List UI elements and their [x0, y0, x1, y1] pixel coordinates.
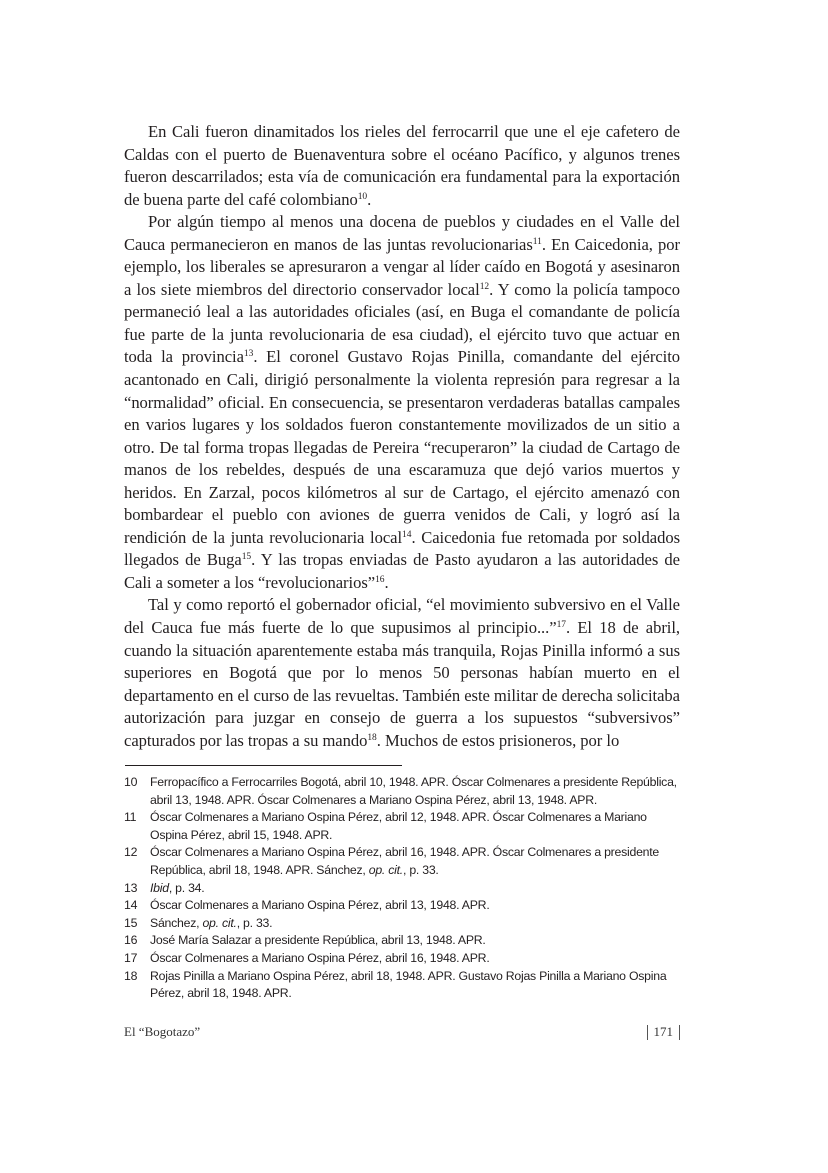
- text-run: Ferropacífico a Ferrocarriles Bogotá, abril 10, 1948. APR. Óscar Colmenares a presidente República, abril 13, 1948. APR. Óscar Colmenares a Mariano Ospina Pérez, abril 13, 1948. APR.: [150, 775, 677, 807]
- footnote-number: 11: [124, 810, 137, 825]
- footnote-text: [150, 880, 680, 898]
- text-run: Tal y como reportó el gobernador oficial, “el movimiento subversivo en el Valle del Cauca fue más fuerte de lo que supusimos al principio...”: [124, 595, 680, 638]
- footnote-number: 14: [124, 898, 138, 913]
- text-run: , p. 33.: [402, 862, 439, 877]
- footnote-text: [150, 968, 680, 1003]
- text-run: , p. 33.: [236, 915, 273, 930]
- footnote-reference[interactable]: 18: [367, 732, 377, 743]
- paragraph: [124, 121, 680, 211]
- footnote-item: [124, 950, 680, 968]
- text-run: José María Salazar a presidente República, abril 13, 1948. APR.: [150, 933, 486, 948]
- footnote-text: [150, 809, 680, 844]
- footnote-item: [124, 897, 680, 915]
- footnote-item: [124, 968, 680, 1003]
- footnote-reference[interactable]: 15: [241, 552, 252, 563]
- footnote-number: 12: [124, 845, 138, 860]
- footnote-text: [150, 932, 680, 950]
- italic-text: op. cit.: [368, 862, 403, 877]
- footnote-number: 13: [124, 880, 138, 895]
- text-run: . Muchos de estos prisioneros, por lo: [376, 730, 620, 750]
- footnote-item: [124, 844, 680, 879]
- footnote-item: [124, 809, 680, 844]
- running-title: El “Bogotazo”: [124, 1024, 201, 1039]
- page-footer: [124, 1024, 680, 1040]
- page-number-bar-left: [647, 1025, 648, 1040]
- footnote-number: 17: [124, 950, 138, 965]
- footnote-text: [150, 774, 680, 809]
- italic-text: Ibid: [150, 880, 169, 895]
- paragraph: [124, 211, 680, 594]
- footnote-reference[interactable]: 12: [479, 281, 490, 292]
- paragraph: [124, 594, 680, 752]
- text-run: Óscar Colmenares a Mariano Ospina Pérez, abril 16, 1948. APR. Óscar Colmenares a presidente República, abril 18, 1948. APR. Sánchez,: [150, 845, 660, 877]
- footnote-item: [124, 915, 680, 933]
- text-run: . El coronel Gustavo Rojas Pinilla, comandante del ejército acantonado en Cali, dirigió personalmente la violenta represión para regresar a la “normalidad” oficial. En consecuencia, se presentaron verdaderas batallas campales en varios lugares y los soldados fueron constantemente movilizados de un sitio a otro. De tal forma tropas llegadas de Pereira “recuperaron” la ciudad de Cartago de manos de los rebeldes, después de una escaramuza que dejó varios muertos y heridos. En Zarzal, pocos kilómetros al sur de Cartago, el ejército amenazó con bombardear el pueblo con aviones de guerra venidos de Cali, y logró así la rendición de la junta revolucionaria local: [124, 347, 681, 547]
- footnote-number: 10: [124, 775, 138, 789]
- page-number: 171: [653, 1024, 673, 1039]
- footnote-item: [124, 774, 680, 809]
- text-run: . El 18 de abril, cuando la situación aparentemente estaba más tranquila, Rojas Pinilla informó a sus superiores en Bogotá que por lo menos 50 personas habían muerto en el departamento en el curso de las revueltas. También este militar de derecha solicitaba autorización para juzgar en consejo de guerra a los supuestos “subversivos” capturados por las tropas a su mando: [124, 618, 681, 750]
- footnote-text: [150, 915, 680, 933]
- text-run: En Cali fueron dinamitados los rieles del ferrocarril que une el eje cafetero de Caldas con el puerto de Buenaventura sobre el océano Pacífico, y algunos trenes fueron descarrilados; esta vía de comunicación era fundamental para la exportación de buena parte del café colombiano: [124, 122, 680, 209]
- footnote-item: [124, 880, 680, 898]
- italic-text: op. cit.: [202, 915, 237, 930]
- text-run: . Y las tropas enviadas de Pasto ayudaron a las autoridades de Cali a someter a los “revolucionarios”: [124, 550, 680, 592]
- text-run: .: [367, 189, 372, 209]
- footnote-separator: [125, 765, 402, 766]
- text-run: Por algún tiempo al menos una docena de pueblos y ciudades en el Valle del Cauca permanecieron en manos de las juntas revolucionarias: [124, 212, 680, 254]
- text-run: Rojas Pinilla a Mariano Ospina Pérez, abril 18, 1948. APR. Gustavo Rojas Pinilla a Mariano Ospina Pérez, abril 18, 1948. APR.: [150, 968, 667, 1001]
- text-run: .: [384, 572, 389, 592]
- footnote-reference[interactable]: 17: [556, 620, 566, 631]
- text-run: Óscar Colmenares a Mariano Ospina Pérez, abril 16, 1948. APR.: [150, 950, 490, 965]
- footnote-number: 15: [124, 915, 138, 930]
- footnote-item: [124, 932, 680, 950]
- text-run: Sánchez,: [150, 915, 203, 930]
- text-run: Óscar Colmenares a Mariano Ospina Pérez, abril 13, 1948. APR.: [150, 898, 490, 913]
- footnote-number: 18: [124, 968, 138, 983]
- page-number-block: [647, 1024, 681, 1040]
- body-text: [124, 121, 680, 752]
- page-number-bar-right: [679, 1025, 680, 1040]
- footnote-reference[interactable]: 16: [375, 574, 385, 585]
- text-run: . Y como la policía tampoco permaneció leal a las autoridades oficiales (así, en Buga el comandante de policía fue parte de la junta revolucionaria de esa ciudad), el ejército tuvo que actuar en toda la provincia: [124, 279, 680, 367]
- text-run: , p. 34.: [168, 880, 205, 895]
- text-run: . Caicedonia fue retomada por soldados llegados de Buga: [124, 527, 681, 570]
- footnote-text: [150, 950, 680, 968]
- footnote-text: [150, 844, 680, 879]
- footnote-reference[interactable]: 13: [243, 349, 254, 360]
- footnote-text: [150, 897, 680, 915]
- text-run: . En Caicedonia, por ejemplo, los liberales se apresuraron a vengar al líder caído en Bogotá y asesinaron a los siete miembros del directorio conservador local: [124, 234, 681, 299]
- footnotes: [124, 774, 680, 1003]
- footnote-reference[interactable]: 11: [532, 236, 542, 247]
- text-run: Óscar Colmenares a Mariano Ospina Pérez, abril 12, 1948. APR. Óscar Colmenares a Mariano Ospina Pérez, abril 15, 1948. APR.: [150, 810, 647, 842]
- footnote-reference[interactable]: 14: [402, 529, 412, 540]
- footnote-reference[interactable]: 10: [357, 191, 368, 202]
- footnote-number: 16: [124, 933, 138, 948]
